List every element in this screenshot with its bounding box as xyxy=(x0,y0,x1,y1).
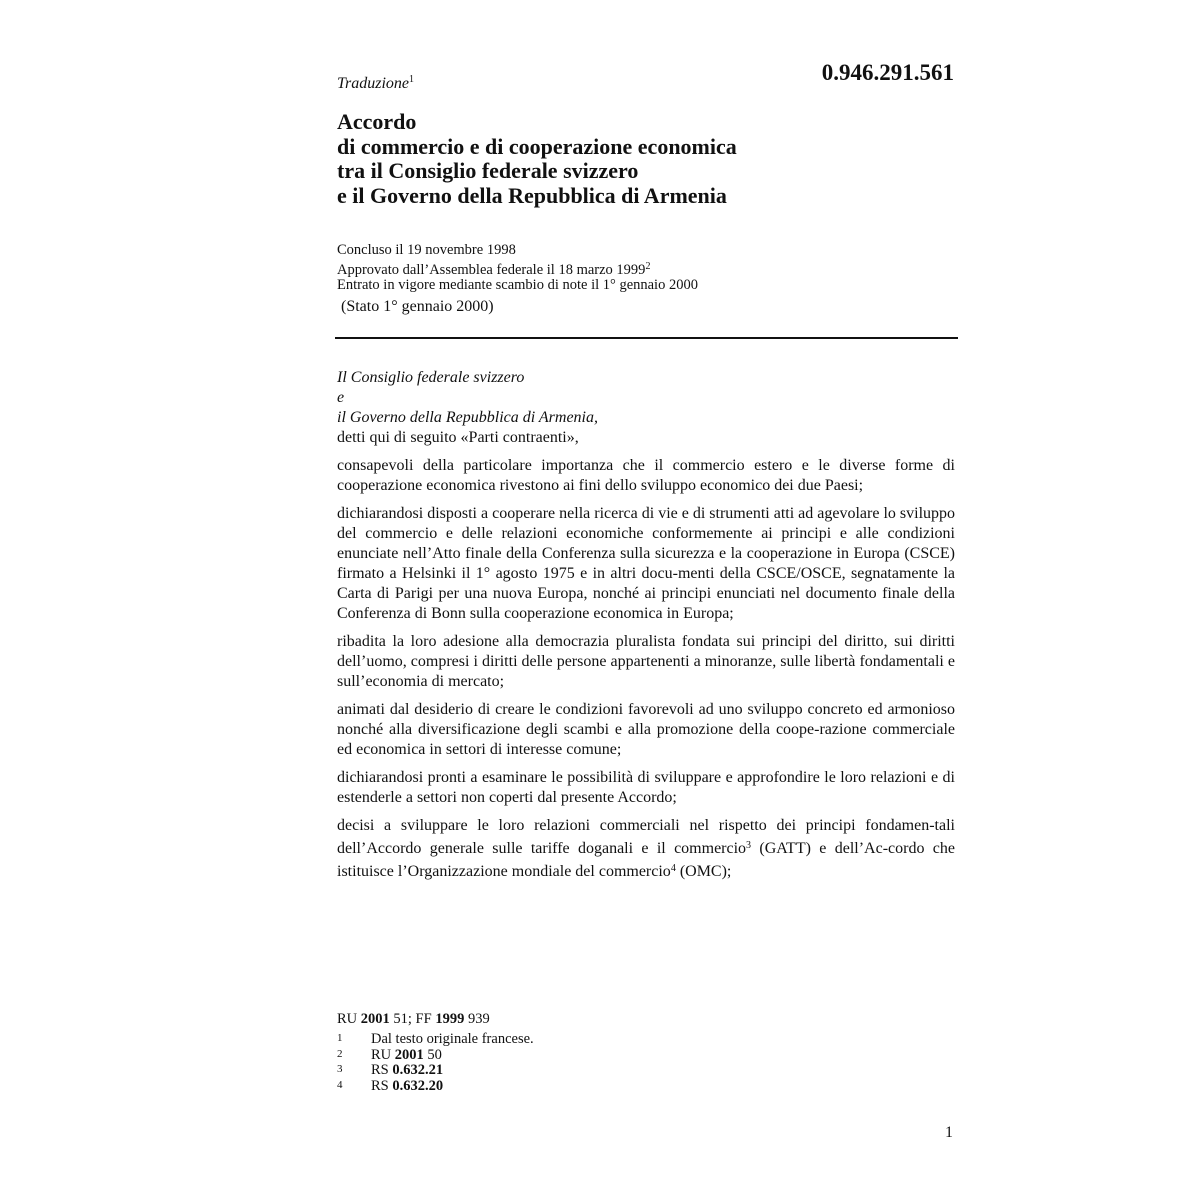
preamble xyxy=(337,368,955,882)
preamble-paragraph: ribadita la loro adesione alla democrazia pluralista fondata sui principi del diritto, sui diritti dell’uomo, compresi i diritti delle persone appartenenti a minoranze, sulle libertà fondamentali e sull’economia di mercato; xyxy=(337,633,955,690)
sr-number: 0.946.291.561 xyxy=(821,60,954,85)
preamble-paragraph: animati dal desiderio di creare le condizioni favorevoli ad uno sviluppo concreto ed armonioso nonché alla diversificazione degli scambi e alla promozione della coope-razione commerciale ed economica in settori di interesse comune; xyxy=(337,701,955,758)
footnotes xyxy=(337,1032,534,1094)
preamble-paragraph: consapevoli della particolare importanza che il commercio estero e le diverse forme di cooperazione economica rivestono ai fini dello sviluppo economico dei due Paesi; xyxy=(337,457,955,494)
translation-label: Traduzione$^1$ xyxy=(337,74,415,92)
footnote xyxy=(337,1032,534,1048)
party-two: il Governo della Repubblica di Armenia, xyxy=(337,409,598,426)
title-line: di commercio e di cooperazione economica xyxy=(337,133,737,159)
party-one: Il Consiglio federale svizzero xyxy=(337,369,525,386)
footnote-text: Dal testo originale francese. xyxy=(371,1031,534,1047)
publication-reference: RU 2001 51; FF 1999 939 xyxy=(337,1011,490,1027)
title-line: tra il Consiglio federale svizzero xyxy=(337,158,639,183)
preamble-paragraph: dichiarandosi disposti a cooperare nella ricerca di vie e di strumenti atti ad agevolare lo sviluppo del commercio e delle relazioni economiche conformemente ai principi e alle condizioni enunciate nell’Atto finale della Conferenza sulla sicurezza e la cooperazione in Europa (CSCE) firmato a Helsinki il 1° agosto 1975 e in altri docu-menti della CSCE/OSCE, segnatamente la Carta di Parigi per una nuova Europa, nonché ai principi enunciati nel documento finale della Conferenza di Bonn sulla cooperazione economica in Europa; xyxy=(337,505,956,622)
footnote-text: RU 2001 50 xyxy=(371,1046,442,1063)
hereinafter-clause: detti qui di seguito «Parti contraenti», xyxy=(337,429,579,446)
state-date: (Stato 1° gennaio 2000) xyxy=(341,298,494,315)
conjunction: e xyxy=(337,389,345,406)
preamble-paragraph: dichiarandosi pronti a esaminare le possibilità di sviluppare e approfondire le loro relazioni e di estenderle a settori non coperti dal presente Accordo; xyxy=(337,769,955,806)
footnote-number: 4 xyxy=(337,1078,343,1091)
footnote-text: RS 0.632.20 xyxy=(371,1077,444,1094)
preamble-paragraph: decisi a sviluppare le loro relazioni commerciali nel rispetto dei principi fondamen-tali dell’Accordo generale sulle tariffe doganali e il commercio$^3$ (GATT) e dell’Ac-cordo che istituisce l’Organizzazione mondiale del commercio$^4$ (OMC); xyxy=(337,817,955,880)
document-title xyxy=(337,110,957,208)
footnote-number: 3 xyxy=(337,1063,343,1075)
footnote xyxy=(337,1063,534,1079)
title-line: e il Governo della Repubblica di Armenia xyxy=(337,182,727,208)
footnote-marker: 1 xyxy=(409,74,415,85)
footnote-number: 2 xyxy=(337,1047,343,1060)
footnote xyxy=(337,1048,534,1064)
header-divider xyxy=(335,337,958,339)
footnote-marker: 3 xyxy=(746,840,752,851)
title-line: Accordo xyxy=(337,109,417,134)
footnote-text: RS 0.632.21 xyxy=(371,1062,444,1078)
page-number: 1 xyxy=(945,1124,953,1141)
entry-into-force: Entrato in vigore mediante scambio di note il 1° gennaio 2000 xyxy=(337,277,698,293)
footnote-number: 1 xyxy=(337,1032,343,1044)
footnote-marker: 2 xyxy=(645,260,651,272)
footnote-marker: 4 xyxy=(670,863,676,874)
concluded-date: Concluso il 19 novembre 1998 xyxy=(337,242,516,258)
footnote xyxy=(337,1079,534,1095)
document-meta xyxy=(337,243,698,294)
approved-date: Approvato dall’Assemblea federale il 18 marzo 1999$^2$ xyxy=(337,260,651,278)
